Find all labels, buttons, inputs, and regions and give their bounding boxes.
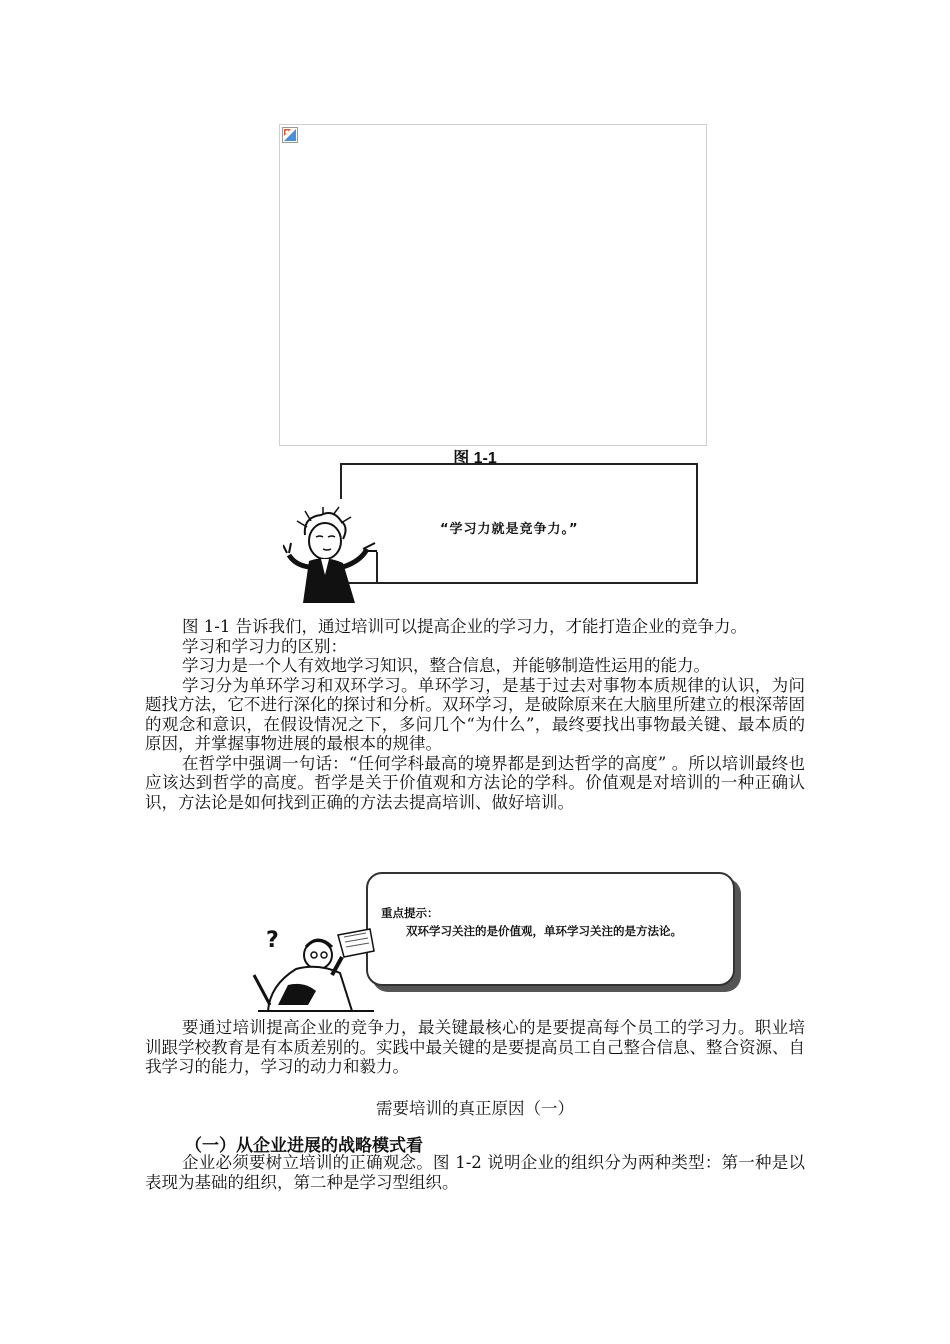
svg-text:?: ? xyxy=(266,928,279,953)
paragraph: 学习和学习力的区别： xyxy=(182,636,347,656)
paragraph: 图 1-1 告诉我们，通过培训可以提高企业的学习力，才能打造企业的竞争力。 xyxy=(182,617,748,636)
paragraph: 企业必须要树立培训的正确观念。图 1-2 说明企业的组织分为两种类型：第一种是以表现为基础的组织，第二种是学习型组织。 xyxy=(145,1153,805,1192)
tip-body: 双环学习关注的是价值观，单环学习关注的是方法论。 xyxy=(406,924,682,938)
figure-caption: 图 1-1 xyxy=(453,450,497,467)
quote-text: “学习力就是竞争力。” xyxy=(440,522,579,537)
section-heading: 需要培训的真正原因（一） xyxy=(376,1100,574,1118)
paragraph: 要通过培训提高企业的竞争力，最关键最核心的是要提高每个员工的学习力。职业培训跟学校教育是有本质差别的。实践中最关键的是要提高员工自己整合信息、整合资源、自我学习的能力，学习的动力和毅力。 xyxy=(145,1018,805,1076)
paragraph: 在哲学中强调一句话：“任何学科最高的境界都是到达哲学的高度” 。所以培训最终也应该达到哲学的高度。哲学是关于价值观和方法论的学科。价值观是对培训的一种正确认识，方法论是如何找到正确的方法去提高培训、做好培训。 xyxy=(145,753,805,812)
body-text-block-1 xyxy=(145,617,805,812)
thinking-man-illustration xyxy=(283,505,383,605)
tip-title: 重点提示： xyxy=(381,906,439,920)
body-text-block-3 xyxy=(145,1153,805,1192)
broken-image-icon xyxy=(282,127,298,143)
body-text-block-2 xyxy=(145,1018,805,1077)
paragraph: 学习分为单环学习和双环学习。单环学习，是基于过去对事物本质规律的认识，为问题找方法，它不进行深化的探讨和分析。双环学习，是破除原来在大脑里所建立的根深蒂固的观念和意识，在假设情况之下，多问几个“为什么”，最终要找出事物最关键、最本质的原因，并掌握事物进展的最根本的规律。 xyxy=(145,675,805,753)
subsection-heading: （一）从企业进展的战略模式看 xyxy=(185,1136,423,1155)
figure-1-1-placeholder xyxy=(279,124,707,446)
question-man-illustration xyxy=(248,925,378,1015)
quote-frame-edge xyxy=(340,463,342,499)
paragraph: 学习力是一个人有效地学习知识，整合信息，并能够制造性运用的能力。 xyxy=(182,656,710,675)
